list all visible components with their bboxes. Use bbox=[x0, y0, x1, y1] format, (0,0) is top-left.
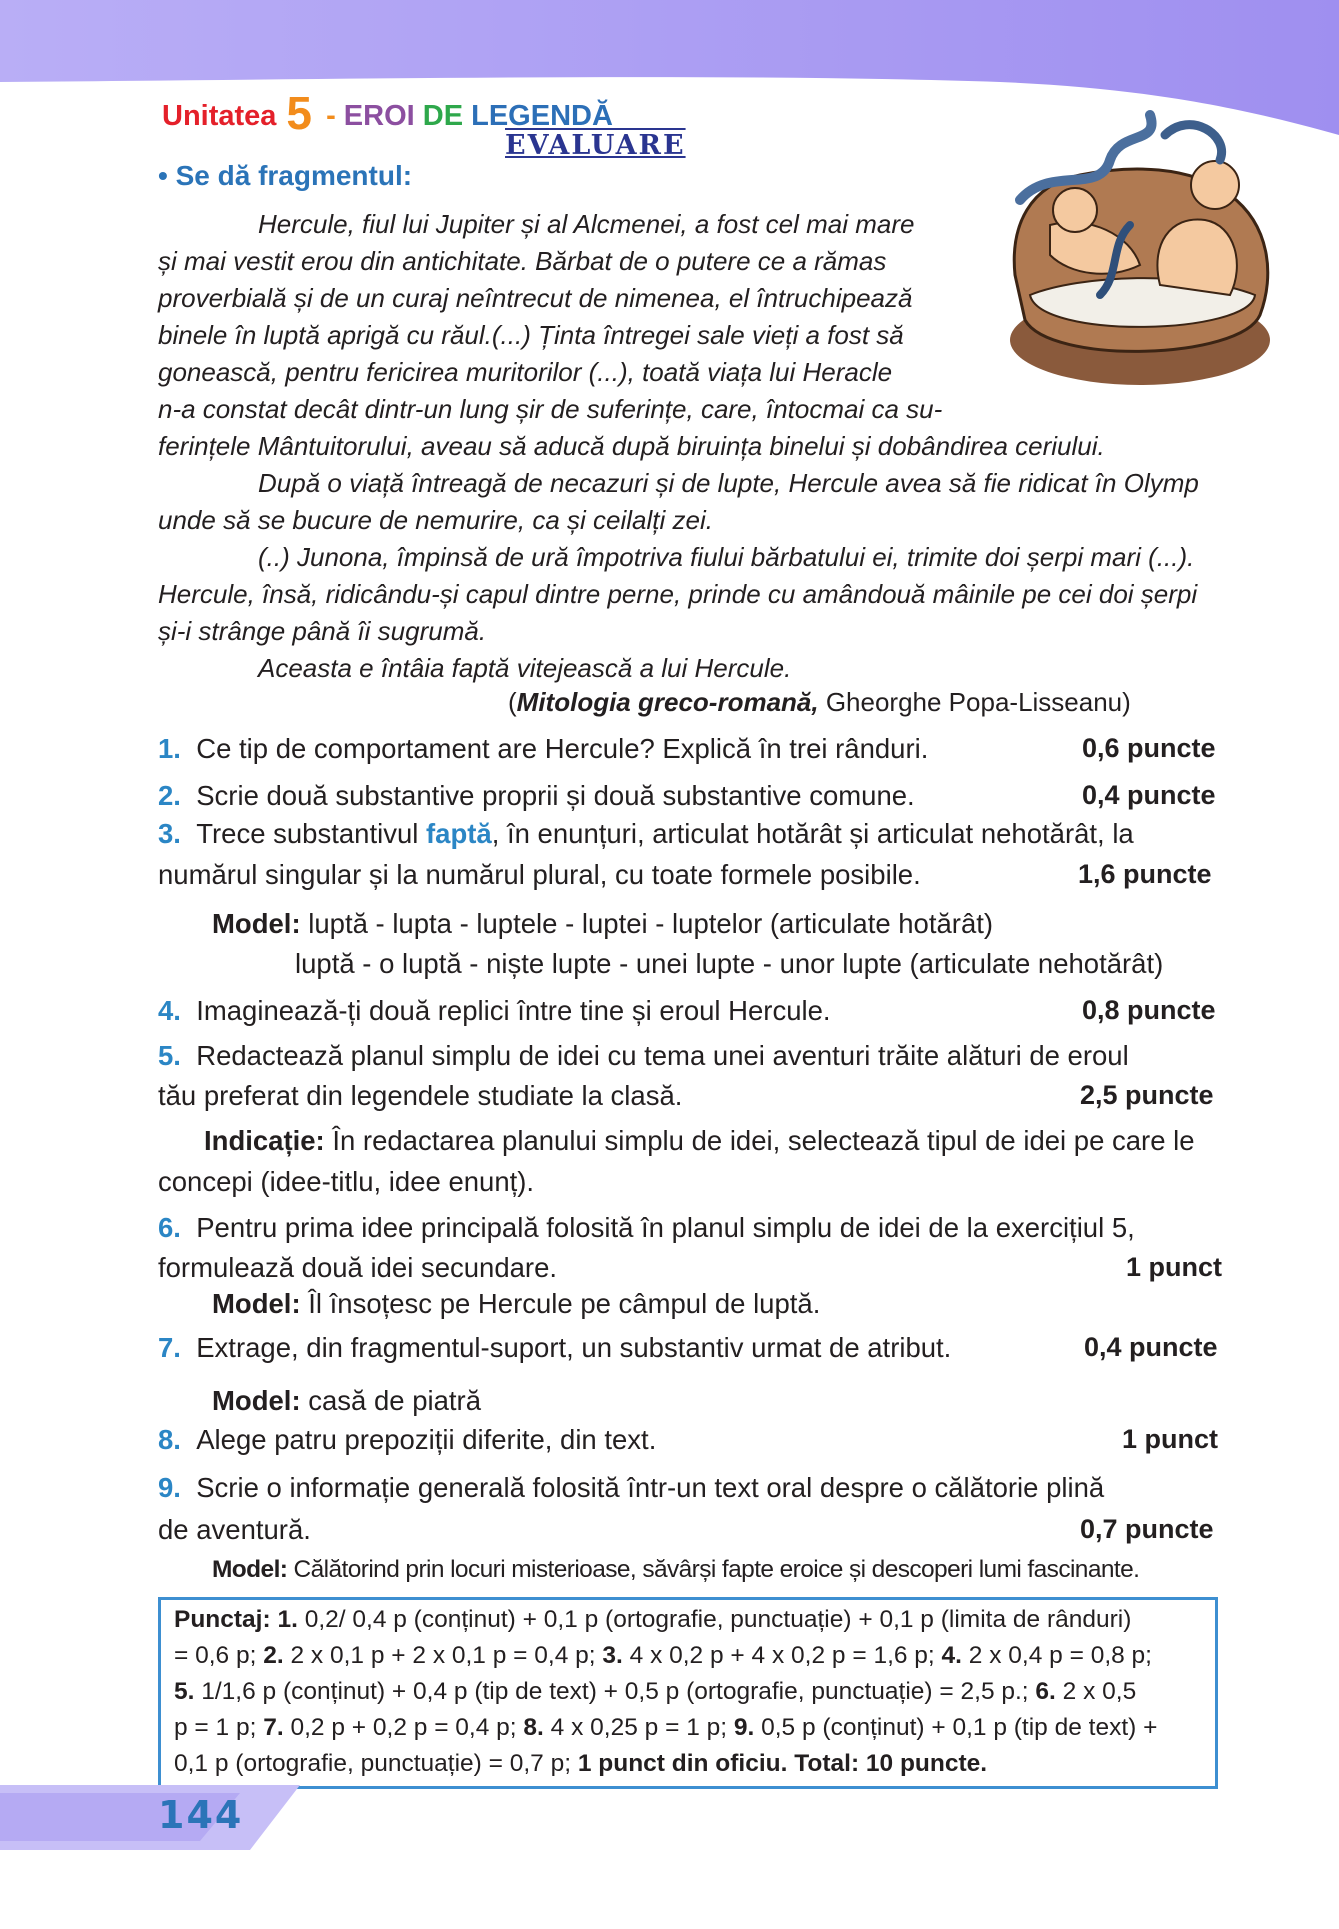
question-9-line-2: de aventură. bbox=[158, 1514, 311, 1545]
unit-word: Unitatea bbox=[162, 100, 277, 132]
question-1-points: 0,6 puncte bbox=[1082, 733, 1216, 763]
fragment-line: binele în luptă aprigă cu răul.(...) Ținta întregei sale vieți a fost să bbox=[158, 320, 904, 350]
scoring-line: Punctaj: 1. 0,2/ 0,4 p (conținut) + 0,1 p (ortografie, punctuație) + 0,1 p (limita de rânduri) bbox=[174, 1606, 1132, 1633]
source-title: Mitologia greco-romană, bbox=[516, 687, 819, 717]
fragment-label: • Se dă fragmentul: bbox=[158, 160, 413, 191]
question-6-line-2: formulează două idei secundare. bbox=[158, 1252, 558, 1283]
question-6: 6. Pentru prima idee principală folosită în planul simplu de idei de la exercițiul 5, bbox=[158, 1212, 1135, 1243]
source-author: Gheorghe Popa-Lisseanu) bbox=[818, 687, 1131, 717]
question-3-line-2: numărul singular și la numărul plural, cu toate formele posibile. bbox=[158, 859, 921, 890]
unit-dash: - bbox=[318, 100, 344, 132]
question-9: 9. Scrie o informație generală folosită într-un text oral despre o călătorie plină bbox=[158, 1472, 1105, 1503]
fragment-line: gonească, pentru fericirea muritorilor (...), toată viața lui Heracle bbox=[158, 357, 893, 387]
question-8: 8. Alege patru prepoziții diferite, din text. bbox=[158, 1424, 657, 1455]
fragment-line: După o viață întreagă de necazuri și de lupte, Hercule avea să fie ridicat în Olymp bbox=[258, 468, 1199, 498]
fragment-line: n-a constat decât dintr-un lung șir de suferințe, care, întocmai ca su- bbox=[158, 394, 943, 424]
fragment-line: proverbială și de un curaj neîntrecut de nimenea, el întruchipează bbox=[158, 283, 913, 313]
question-9-points: 0,7 puncte bbox=[1080, 1514, 1214, 1544]
question-2: 2. Scrie două substantive proprii și două substantive comune. bbox=[158, 780, 915, 811]
question-9-model: Model: Călătorind prin locuri misterioase, săvârși fapte eroice și descoperi lumi fascinante. bbox=[212, 1556, 1140, 1583]
question-3-points: 1,6 puncte bbox=[1078, 859, 1212, 889]
question-2-points: 0,4 puncte bbox=[1082, 780, 1216, 810]
question-5-hint-line-2: concepi (idee-titlu, idee enunț). bbox=[158, 1166, 535, 1197]
fragment-line: Hercule, fiul lui Jupiter și al Alcmenei, a fost cel mai mare bbox=[258, 209, 915, 239]
question-1: 1. Ce tip de comportament are Hercule? Explică în trei rânduri. bbox=[158, 733, 929, 764]
scoring-line: 5. 1/1,6 p (conținut) + 0,4 p (tip de text) + 0,5 p (ortografie, punctuație) = 2,5 p.; 6. 2 x 0,5 bbox=[174, 1678, 1137, 1705]
fragment-line: și-i strânge până îi sugrumă. bbox=[158, 616, 487, 646]
question-3: 3. Trece substantivul faptă, în enunțuri, articulat hotărât și articulat nehotărât, la bbox=[158, 818, 1134, 849]
question-7-points: 0,4 puncte bbox=[1084, 1332, 1218, 1362]
section-title: EVALUARE bbox=[505, 130, 686, 161]
unit-number: 5 bbox=[286, 87, 313, 139]
question-5-line-2: tău preferat din legendele studiate la clasă. bbox=[158, 1080, 683, 1111]
unit-name-part: DE bbox=[422, 100, 464, 132]
page-number: 144 bbox=[158, 1793, 244, 1837]
question-3-model: Model: luptă - lupta - luptele - luptei - luptelor (articulate hotărât) bbox=[212, 908, 994, 939]
highlighted-word: faptă bbox=[426, 818, 492, 849]
question-7-model: Model: casă de piatră bbox=[212, 1385, 481, 1416]
hercules-illustration bbox=[990, 105, 1290, 395]
fragment-line: unde să se bucure de nemurire, ca și ceilalți zei. bbox=[158, 505, 713, 535]
scoring-line: = 0,6 p; 2. 2 x 0,1 p + 2 x 0,1 p = 0,4 p; 3. 4 x 0,2 p + 4 x 0,2 p = 1,6 p; 4. 2 x 0,4 p = 0,8 p; bbox=[174, 1642, 1152, 1669]
fragment-line: și mai vestit erou din antichitate. Bărbat de o putere ce a rămas bbox=[158, 246, 887, 276]
question-8-points: 1 punct bbox=[1122, 1424, 1219, 1454]
question-7: 7. Extrage, din fragmentul-suport, un substantiv urmat de atribut. bbox=[158, 1332, 952, 1363]
scoring-line: p = 1 p; 7. 0,2 p + 0,2 p = 0,4 p; 8. 4 x 0,25 p = 1 p; 9. 0,5 p (conținut) + 0,1 p (tip de text) + bbox=[174, 1714, 1158, 1741]
question-6-points: 1 punct bbox=[1126, 1252, 1223, 1282]
fragment-line: (..) Junona, împinsă de ură împotriva fiului bărbatului ei, trimite doi șerpi mari (...). bbox=[258, 542, 1195, 572]
question-4-points: 0,8 puncte bbox=[1082, 995, 1216, 1025]
fragment-line: Aceasta e întâia faptă vitejească a lui Hercule. bbox=[258, 653, 792, 683]
question-5: 5. Redactează planul simplu de idei cu tema unei aventuri trăite alături de eroul bbox=[158, 1040, 1129, 1071]
unit-name-part: LEGENDĂ bbox=[471, 100, 613, 132]
question-4: 4. Imaginează-ți două replici între tine și eroul Hercule. bbox=[158, 995, 831, 1026]
fragment-line: Hercule, însă, ridicându-și capul dintre perne, prinde cu amândouă mâinile pe cei doi șerpi bbox=[158, 579, 1198, 609]
scoring-line: 0,1 p (ortografie, punctuație) = 0,7 p; 1 punct din oficiu. Total: 10 puncte. bbox=[174, 1750, 988, 1777]
unit-name-part: EROI bbox=[343, 100, 415, 132]
fragment-source: (Mitologia greco-romană, Gheorghe Popa-Lisseanu) bbox=[508, 687, 1131, 717]
fragment-line: ferințele Mântuitorului, aveau să aducă după biruința binelui și dobândirea ceriului. bbox=[158, 431, 1105, 461]
question-6-model: Model: Îl însoțesc pe Hercule pe câmpul de luptă. bbox=[212, 1288, 821, 1319]
question-3-model-line-2: luptă - o luptă - niște lupte - unei lupte - unor lupte (articulate nehotărât) bbox=[295, 948, 1164, 979]
question-5-points: 2,5 puncte bbox=[1080, 1080, 1214, 1110]
question-5-hint: Indicație: În redactarea planului simplu de idei, selectează tipul de idei pe care le bbox=[204, 1125, 1195, 1156]
